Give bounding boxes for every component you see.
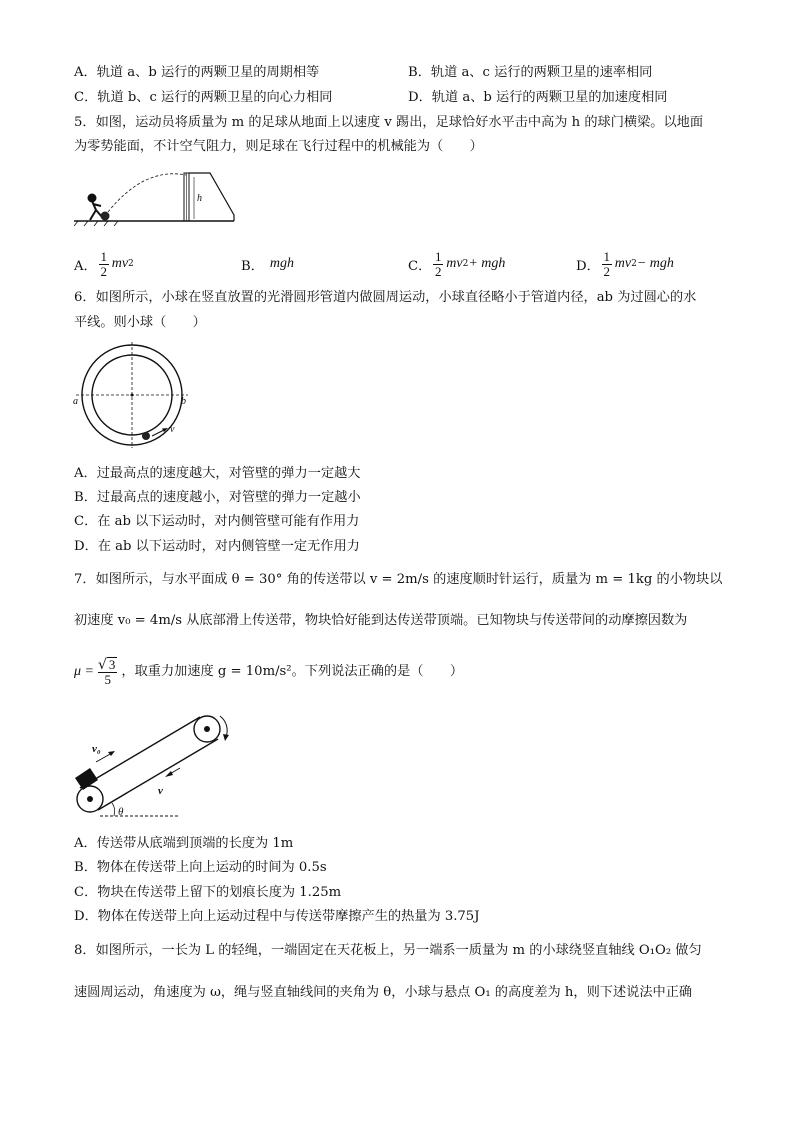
q6-option-b: B．过最高点的速度越小，对管壁的弹力一定越小 bbox=[74, 490, 361, 505]
q6-option-c: C．在 ab 以下运动时，对内侧管壁可能有作用力 bbox=[74, 514, 360, 529]
q5-option-d: D． $\frac{1}{2}$ mv 2 − mgh bbox=[576, 248, 674, 279]
ball-icon bbox=[101, 212, 110, 221]
q6-stem-line1: 6．如图所示，小球在竖直放置的光滑圆形管道内做圆周运动，小球直径略小于管道内径，ab 为过圆心的水 bbox=[74, 290, 697, 305]
q5-option-c: C． $\frac{1}{2}$ mv 2 + mgh bbox=[408, 248, 506, 279]
q5-a-frac: $\frac{1}{2}$ bbox=[100, 248, 107, 279]
q4-option-a: A．轨道 a、b 运行的两颗卫星的周期相等 bbox=[74, 65, 320, 80]
q7-option-a: A．传送带从底端到顶端的长度为 1m bbox=[74, 836, 294, 851]
q8-stem-line1: 8．如图所示，一长为 L 的轻绳，一端固定在天花板上，另一端系一质量为 m 的小球绕竖直轴线 O₁O₂ 做匀 bbox=[74, 943, 702, 958]
label-v: v bbox=[158, 785, 163, 797]
label-v: v bbox=[170, 424, 175, 435]
q5-stem-line1: 5．如图，运动员将质量为 m 的足球从地面上以速度 v 踢出，足球恰好水平击中高为 h 的球门横梁。以地面 bbox=[74, 115, 704, 130]
q5-stem-line2: 为零势能面，不计空气阻力，则足球在飞行过程中的机械能为（ ） bbox=[74, 139, 483, 154]
q7-stem-line2: 初速度 v₀ = 4m/s 从底部滑上传送带，物块恰好能到达传送带顶端。已知物块与传送带间的动摩擦因数为 bbox=[74, 613, 688, 628]
q6-stem-line2: 平线。则小球（ ） bbox=[74, 315, 206, 330]
q7-conveyor-figure bbox=[70, 708, 240, 824]
q5-a-prefix: A． bbox=[74, 258, 97, 274]
q7-stem-line3: μ = √ 3 5 ，取重力加速度 g = 10m/s²。下列说法正确的是（ ） bbox=[74, 657, 464, 687]
mu-fraction: √ 3 5 bbox=[97, 657, 116, 687]
q7-option-d: D．物体在传送带上向上运动过程中与传送带摩擦产生的热量为 3.75J bbox=[74, 909, 480, 924]
label-theta: θ bbox=[118, 806, 124, 818]
q7-option-c: C．物块在传送带上留下的划痕长度为 1.25m bbox=[74, 885, 342, 900]
q7-stem-line1: 7．如图所示，与水平面成 θ = 30° 角的传送带以 v = 2m/s 的速度顺时针运行，质量为 m = 1kg 的小物块以 bbox=[74, 572, 723, 587]
small-ball-icon bbox=[142, 432, 150, 440]
label-b: b bbox=[181, 396, 186, 407]
q8-stem-line2: 速圆周运动，角速度为 ω，绳与竖直轴线间的夹角为 θ，小球与悬点 O₁ 的高度差为 h，则下述说法中正确 bbox=[74, 985, 693, 1000]
q4-option-d: D．轨道 a、b 运行的两颗卫星的加速度相同 bbox=[408, 90, 668, 105]
q5-option-b: B． mgh bbox=[241, 256, 295, 274]
q5-football-figure bbox=[74, 165, 240, 227]
label-v0: v₀ bbox=[92, 743, 101, 755]
q6-option-d: D．在 ab 以下运动时，对内侧管壁一定无作用力 bbox=[74, 539, 360, 554]
q6-circular-tube-figure bbox=[70, 340, 194, 452]
player-icon bbox=[89, 195, 103, 221]
q6-option-a: A．过最高点的速度越大，对管壁的弹力一定越大 bbox=[74, 466, 361, 481]
q5-option-a: A． $\frac{1}{2}$ mv 2 bbox=[74, 248, 134, 279]
q4-option-b: B．轨道 a、c 运行的两颗卫星的速率相同 bbox=[408, 65, 653, 80]
q4-option-c: C．轨道 b、c 运行的两颗卫星的向心力相同 bbox=[74, 90, 333, 105]
label-a: a bbox=[73, 396, 78, 407]
label-h: h bbox=[197, 193, 202, 204]
q7-option-b: B．物体在传送带上向上运动的时间为 0.5s bbox=[74, 860, 327, 875]
